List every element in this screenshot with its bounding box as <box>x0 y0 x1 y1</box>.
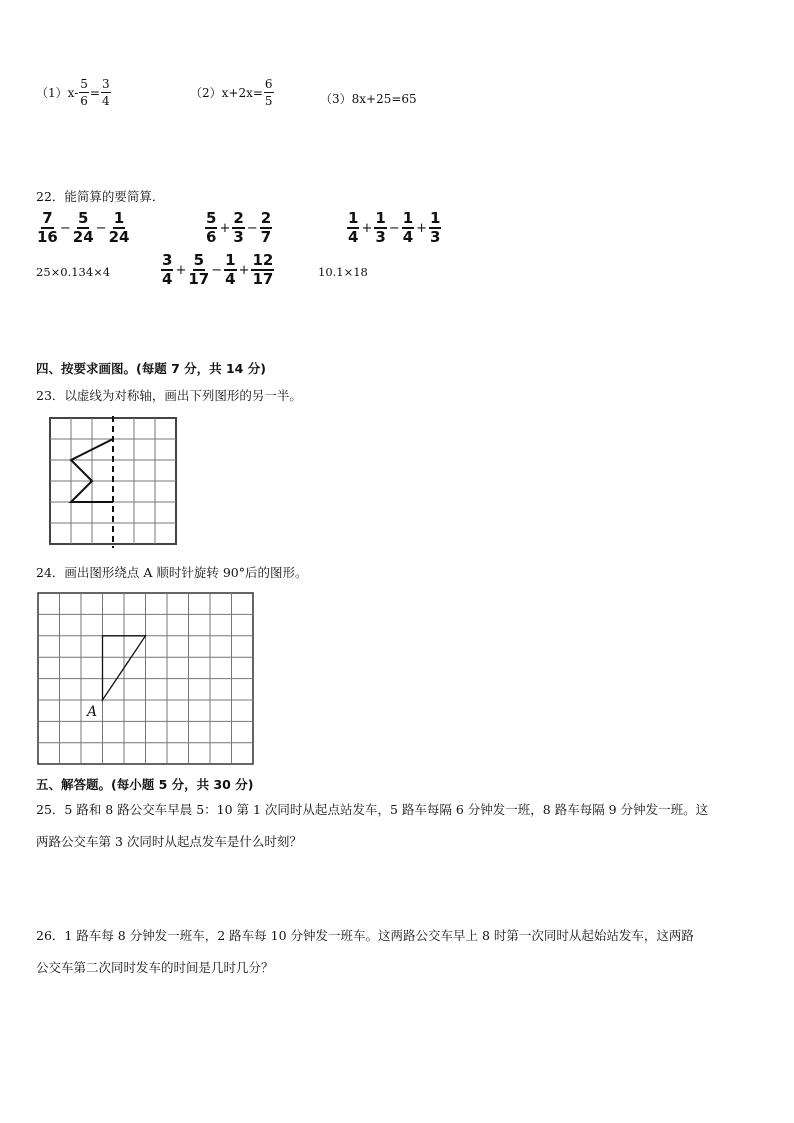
q22-expr-4: 25×0.134×4 <box>36 265 111 279</box>
q23-title: 23．以虚线为对称轴，画出下列图形的另一半。 <box>36 388 302 403</box>
eq2-fraction: $\frac{6}{5}$ <box>264 77 273 108</box>
equation-3 <box>320 90 417 107</box>
eq1-equals: = <box>89 85 100 100</box>
q22-expr-3: $\frac{1}{4}$ + $\frac{1}{3}$ − $\frac{1}{4}$ + $\frac{1}{3}$ <box>348 209 441 246</box>
eq1-prefix: x- <box>67 85 79 100</box>
q24-rotation-grid <box>37 592 255 766</box>
eq1-fraction-a: $\frac{5}{6}$ <box>80 77 88 108</box>
point-a-label: A <box>87 704 98 720</box>
q22-title: 22．能简算的要简算． <box>36 189 165 204</box>
q26-line-2: 公交车第二次同时发车的时间是几时几分？ <box>36 960 274 975</box>
eq3-number: （3） <box>320 92 352 106</box>
q25-line-1: 25．5 路和 8 路公交车早晨 5：10 第 1 次同时从起点站发车，5 路车每隔 6 分钟发一班，8 路车每隔 9 分钟发一班。这 <box>36 802 709 817</box>
eq3-text: 8x+25=65 <box>351 91 417 106</box>
section-5-heading: 五、解答题。(每小题 5 分，共 30 分) <box>36 777 254 792</box>
q22-expr-5: $\frac{3}{4}$ + $\frac{5}{17}$ − $\frac{1}{4}$ + $\frac{12}{17}$ <box>162 251 274 288</box>
eq1-fraction-b: $\frac{3}{4}$ <box>101 77 110 108</box>
eq2-number: （2） <box>190 86 222 100</box>
q26-line-1: 26．1 路车每 8 分钟发一班车，2 路车每 10 分钟发一班车。这两路公交车早上 8 时第一次同时从起始站发车，这两路 <box>36 928 694 943</box>
equation-2 <box>190 78 275 107</box>
q22-expr-6: 10.1×18 <box>318 265 368 279</box>
q22-expr-1: $\frac{7}{16}$ − $\frac{5}{24}$ − $\frac{1}{24}$ <box>37 209 130 246</box>
q25-line-2: 两路公交车第 3 次同时从起点发车是什么时刻？ <box>36 834 302 849</box>
q23-symmetry-grid <box>48 416 180 548</box>
q25-text <box>36 794 756 858</box>
equation-1 <box>36 78 112 107</box>
q24-title: 24．画出图形绕点 A 顺时针旋转 90°后的图形。 <box>36 565 308 580</box>
q22-expr-2: $\frac{5}{6}$ + $\frac{2}{3}$ − $\frac{2}{7}$ <box>206 209 272 246</box>
section-4-heading: 四、按要求画图。(每题 7 分，共 14 分) <box>36 361 266 376</box>
eq1-number: （1） <box>36 86 68 100</box>
eq2-prefix: x+2x= <box>221 85 263 100</box>
q26-text <box>36 920 756 984</box>
